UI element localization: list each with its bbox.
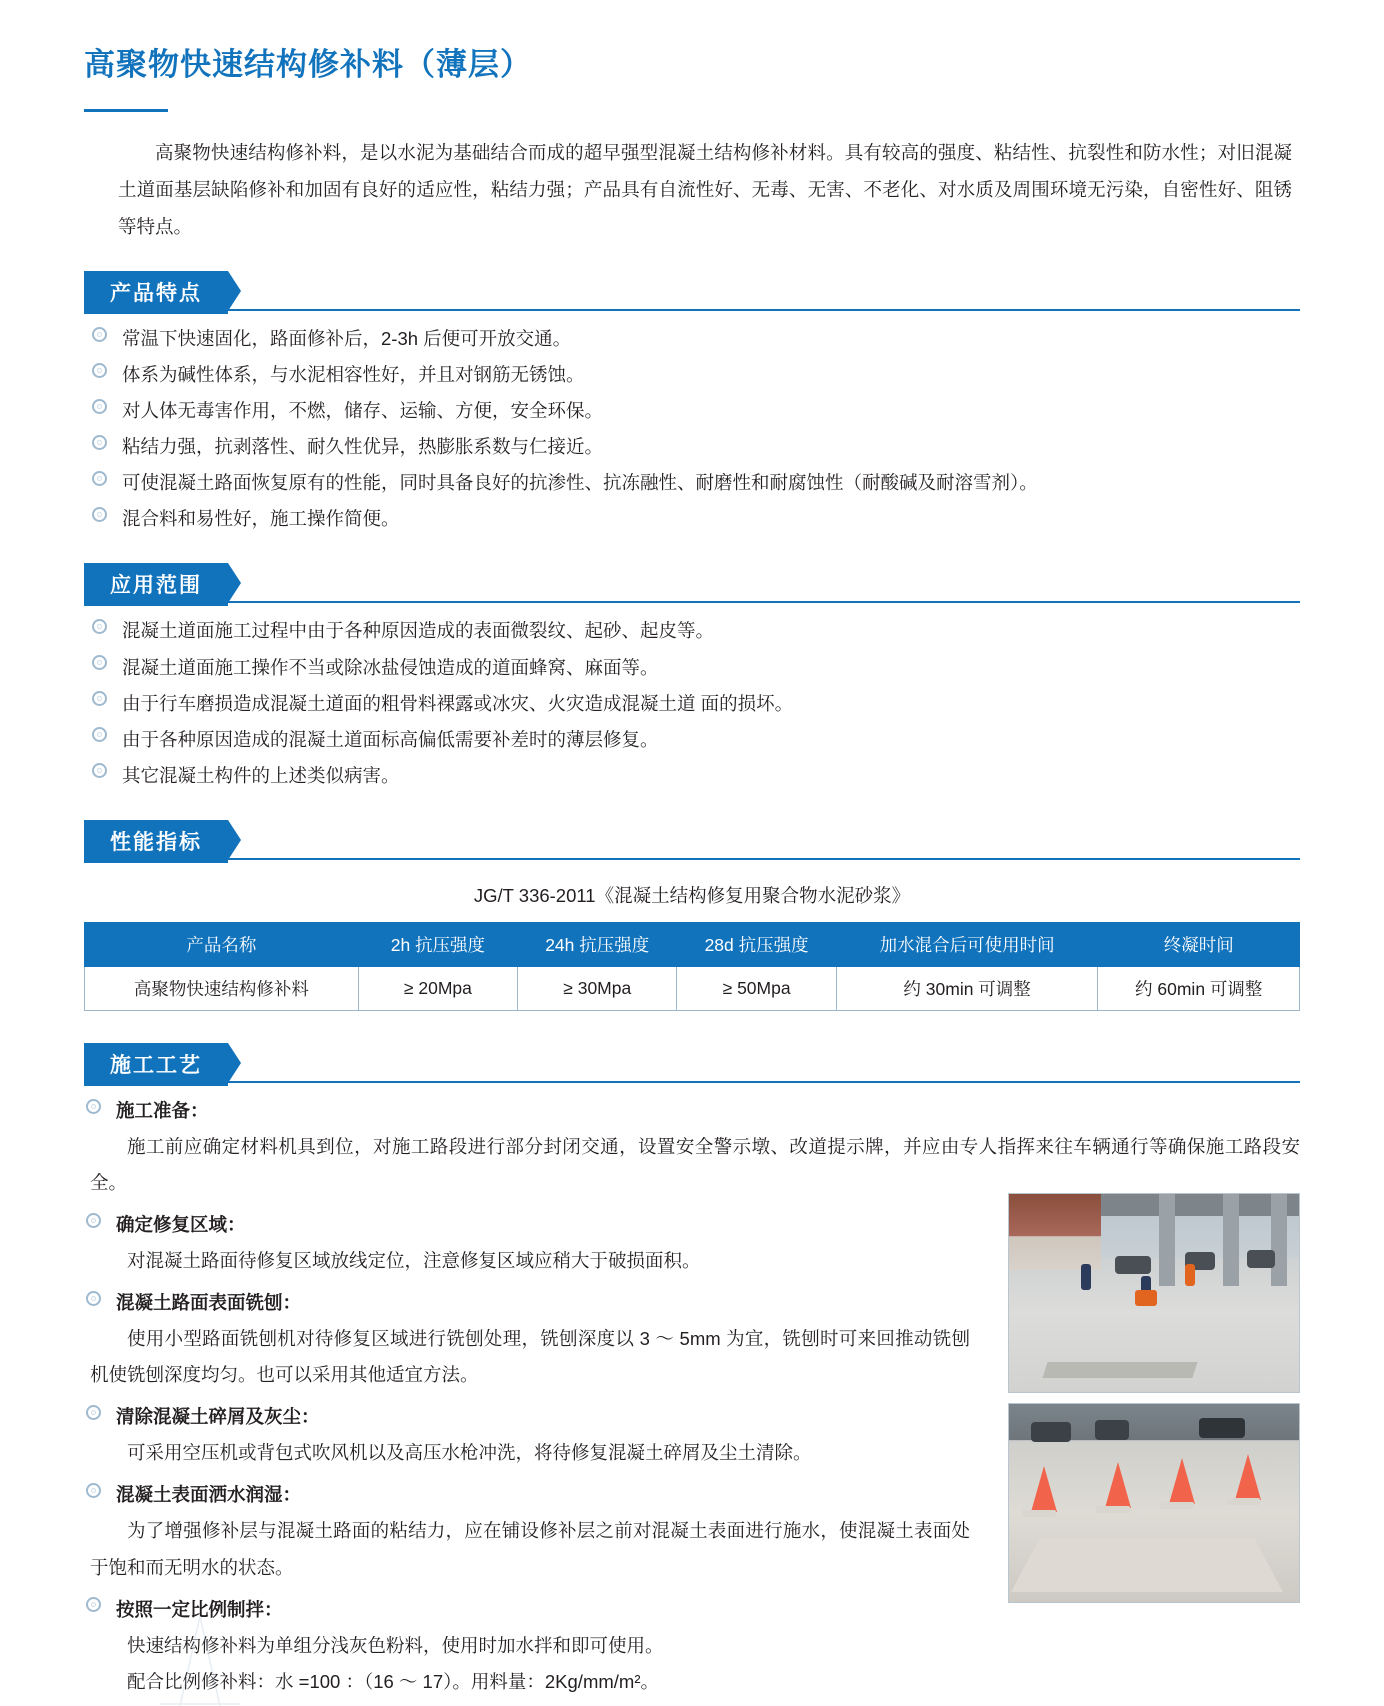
table-cell: ≥ 20Mpa <box>358 966 517 1010</box>
process-step-label: 清除混凝土碎屑及灰尘： <box>116 1406 320 1428</box>
section-header-application <box>84 563 1300 603</box>
standard-reference: JG/T 336-2011《混凝土结构修复用聚合物水泥砂浆》 <box>473 884 911 906</box>
bullet-icon <box>86 1405 101 1420</box>
list-item <box>90 393 1300 429</box>
bullet-icon <box>92 399 107 414</box>
process-step-label: 混凝土路面表面铣刨： <box>116 1292 302 1314</box>
process-step-title <box>84 1399 1300 1435</box>
list-item <box>90 686 1300 722</box>
section-title-performance: 性能指标 <box>84 820 228 863</box>
list-item <box>90 429 1300 465</box>
bullet-icon <box>86 1213 101 1228</box>
table-cell: 约 30min 可调整 <box>836 966 1098 1010</box>
list-item-label: 对人体无毒害作用，不燃，储存、运输、方便，安全环保。 <box>122 400 604 422</box>
table-cell: 高聚物快速结构修补料 <box>85 966 359 1010</box>
photo-car-shape <box>1115 1256 1151 1274</box>
table-header-cell: 产品名称 <box>85 922 359 966</box>
list-item <box>90 465 1300 501</box>
list-item-label: 粘结力强，抗剥落性、耐久性优异，热膨胀系数与仁接近。 <box>122 436 604 458</box>
bullet-icon <box>92 727 107 742</box>
bullet-icon <box>86 1483 101 1498</box>
list-item <box>90 650 1300 686</box>
table-header-cell: 加水混合后可使用时间 <box>836 922 1098 966</box>
list-item <box>90 758 1300 794</box>
list-item <box>90 722 1300 758</box>
performance-table <box>84 922 1300 1011</box>
document-page <box>0 21 1384 1700</box>
table-header-cell: 终凝时间 <box>1098 922 1300 966</box>
list-item-label: 由于各种原因造成的混凝土道面标高偏低需要补差时的薄层修复。 <box>122 728 659 750</box>
bullet-icon <box>92 435 107 450</box>
process-step-label: 确定修复区域： <box>116 1213 246 1235</box>
section-header-process <box>84 1043 1300 1083</box>
photo-car-shape <box>1247 1250 1275 1268</box>
bullet-icon <box>92 471 107 486</box>
process-step-text: 快速结构修补料为单组分浅灰色粉料，使用时加水拌和即可使用。 <box>127 1634 664 1656</box>
table-cell: ≥ 30Mpa <box>518 966 677 1010</box>
page-title: 高聚物快速结构修补料（薄层） <box>84 46 532 82</box>
list-item <box>90 501 1300 537</box>
process-step-title <box>84 1207 1300 1243</box>
section-rule <box>84 309 1300 311</box>
process-step-title <box>84 1093 1300 1129</box>
list-item <box>90 613 1300 649</box>
list-item-label: 混凝土道面施工操作不当或除冰盐侵蚀造成的道面蜂窝、麻面等。 <box>122 656 659 678</box>
list-item <box>90 321 1300 357</box>
watermark-graphic <box>120 1616 280 1706</box>
section-rule <box>84 858 1300 860</box>
section-title-features: 产品特点 <box>84 271 228 314</box>
list-item-label: 混合料和易性好，施工操作简便。 <box>122 508 400 530</box>
bullet-icon <box>92 363 107 378</box>
section-title-application: 应用范围 <box>84 563 228 606</box>
list-item-label: 体系为碱性体系，与水泥相容性好，并且对钢筋无锈蚀。 <box>122 364 585 386</box>
process-step-title <box>84 1477 1300 1513</box>
process-body <box>84 1093 1300 1700</box>
process-step-label: 按照一定比例制拌： <box>116 1598 283 1620</box>
table-header-row <box>85 922 1300 966</box>
process-step-label: 施工准备： <box>116 1099 209 1121</box>
table-cell: ≥ 50Mpa <box>677 966 836 1010</box>
photo-slab-shape <box>1011 1538 1283 1592</box>
application-list <box>84 613 1300 793</box>
process-step-text: 施工前应确定材料机具到位，对施工路段进行部分封闭交通，设置安全警示墩、改道提示牌，并应由专人指挥来往车辆通行等确保施工路段安全。 <box>90 1135 1300 1193</box>
list-item-label: 可使混凝土路面恢复原有的性能，同时具备良好的抗渗性、抗冻融性、耐磨性和耐腐蚀性（耐酸碱及耐溶雪剂）。 <box>122 472 1038 494</box>
title-underline <box>84 109 168 112</box>
bullet-icon <box>92 327 107 342</box>
process-step-text: 使用小型路面铣刨机对待修复区域进行铣刨处理，铣刨深度以 3 ～ 5mm 为宜，铣刨时可来回推动铣刨机使铣刨深度均匀。也可以采用其他适宜方法。 <box>90 1328 970 1386</box>
process-step-text: 配合比例修补料：水 =100 ：（16 ～ 17）。用料量：2Kg/mm/m²。 <box>127 1670 659 1692</box>
photo-patch-shape <box>1042 1362 1197 1378</box>
process-step-text: 可采用空压机或背包式吹风机以及高压水枪冲洗，将待修复混凝土碎屑及尘土清除。 <box>127 1442 812 1464</box>
list-item-label: 由于行车磨损造成混凝土道面的粗骨料裸露或冰灾、火灾造成混凝土道 面的损坏。 <box>122 692 794 714</box>
table-header-cell: 2h 抗压强度 <box>358 922 517 966</box>
table-header-cell: 28d 抗压强度 <box>677 922 836 966</box>
bullet-icon <box>92 655 107 670</box>
bullet-icon <box>92 691 107 706</box>
bullet-icon <box>86 1099 101 1114</box>
table-header-cell: 24h 抗压强度 <box>518 922 677 966</box>
section-rule <box>84 601 1300 603</box>
section-header-features <box>84 271 1300 311</box>
process-step-title <box>84 1285 1300 1321</box>
list-item-label: 混凝土道面施工过程中由于各种原因造成的表面微裂纹、起砂、起皮等。 <box>122 620 715 642</box>
process-step-text: 对混凝土路面待修复区域放线定位，注意修复区域应稍大于破损面积。 <box>127 1250 701 1271</box>
section-title-process: 施工工艺 <box>84 1043 228 1086</box>
table-cell: 约 60min 可调整 <box>1098 966 1300 1010</box>
bullet-icon <box>92 619 107 634</box>
bullet-icon <box>92 507 107 522</box>
list-item-label: 其它混凝土构件的上述类似病害。 <box>122 764 400 786</box>
bullet-icon <box>92 763 107 778</box>
section-rule <box>84 1081 1300 1083</box>
list-item-label: 常温下快速固化，路面修补后，2-3h 后便可开放交通。 <box>122 328 572 350</box>
list-item <box>90 357 1300 393</box>
bullet-icon <box>86 1291 101 1306</box>
table-row <box>85 966 1300 1010</box>
intro-paragraph: 高聚物快速结构修补料，是以水泥为基础结合而成的超早强型混凝土结构修补材料。具有较高的强度、粘结性、抗裂性和防水性；对旧混凝土道面基层缺陷修补和加固有良好的适应性，粘结力强；产品具有自流性好、无毒、无害、不老化、对水质及周围环境无污染，自密性好、阻锈等特点。 <box>118 142 1292 238</box>
features-list <box>84 321 1300 537</box>
photo-cone-shape <box>1185 1264 1195 1286</box>
section-header-performance <box>84 820 1300 860</box>
process-step-label: 混凝土表面洒水润湿： <box>116 1484 302 1506</box>
process-step-text: 为了增强修补层与混凝土路面的粘结力，应在铺设修补层之前对混凝土表面进行施水，使混凝土表面处于饱和而无明水的状态。 <box>90 1520 970 1578</box>
